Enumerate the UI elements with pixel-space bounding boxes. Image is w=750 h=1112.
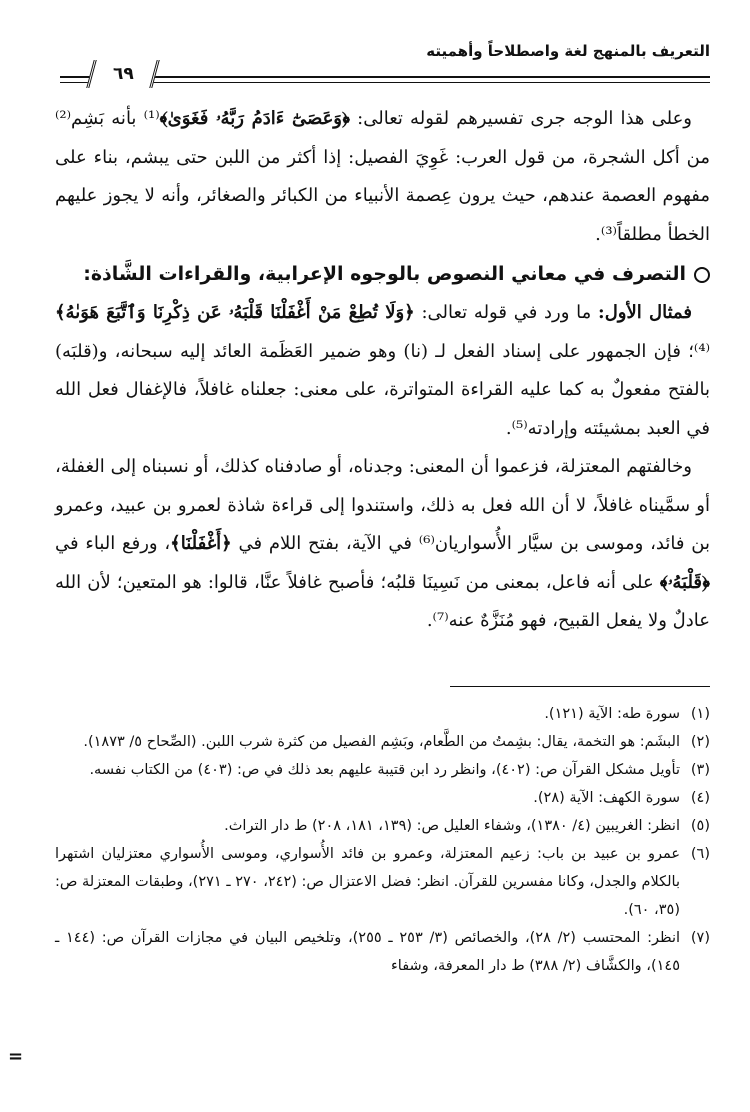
footnote-number: (٣): [690, 762, 710, 778]
para2-text-a: ما ورد في قوله تعالى:: [414, 302, 599, 323]
footnote-text: البشَم: هو التخمة، يقال: بشِمتُ من الطَّعام، وبَشِم الفصيل من كثرة شرب اللبن. (الصِّحاح ٥/ ١٨٧٣).: [83, 734, 680, 750]
page-number: ٦٩: [112, 64, 134, 84]
footnote-text: سورة الكهف: الآية (٢٨).: [533, 790, 680, 806]
footnote-number: (٦): [690, 846, 710, 862]
quran-quote-2: ﴿وَلَا تُطِعْ مَنْ أَغْفَلْنَا قَلْبَهُۥ عَن ذِكْرِنَا وَٱتَّبَعَ هَوَىٰهُ﴾: [55, 302, 415, 323]
footnote: [55, 700, 710, 728]
para3-text-c: على أنه فاعل، بمعنى من نَسِينَا قلبُه؛ فأصبح غافلاً عنَّا، قالوا: هو المتعين؛ لأن الله عادلٌ ولا يفعل القبيح، فهو مُنَزَّهٌ عنه⁽⁷⁾.: [55, 571, 710, 631]
para1-text-a: وعلى هذا الوجه جرى تفسيرهم لقوله تعالى:: [349, 108, 692, 129]
para1-text-b: ⁽¹⁾ بأنه بَشِم⁽²⁾ من أكل الشجرة، من قول العرب: غَوِيَ الفصيل: إذا أكثر من اللبن حتى يبشم، بناء على مفهوم العصمة عندهم، حيث يرون عِصمة الأنبياء من الكبائر والصغائر، وأنه لا يجوز عليهم الخطأ مطلقاً⁽³⁾.: [55, 108, 710, 245]
header-title: التعريف بالمنهج لغة واصطلاحاً وأهميته: [426, 42, 710, 60]
quran-quote-3: ﴿أَغْفَلْنَا﴾: [170, 533, 232, 554]
footnote: [55, 924, 710, 980]
footnote: [55, 756, 710, 784]
para3-text-a: وخالفتهم المعتزلة، فزعموا أن المعنى: وجدناه، أو صادفناه كذلك، أو نسبناه إلى الغفلة، أو سمَّيناه غافلاً، لا أن الله فعل به ذلك، واستندوا إلى قراءة شاذة لعمرو بن عبيد، وعمرو بن فائد، وموسى بن سيَّار الأُسواريان⁽⁶⁾ في الآية، بفتح اللام في: [55, 456, 710, 554]
footnote-text: انظر: الغريبين (٤/ ١٣٨٠)، وشفاء العليل ص: (١٣٩، ١٨١، ٢٠٨) ط دار التراث.: [224, 818, 680, 834]
footnotes: [55, 700, 710, 980]
footnote-number: (٢): [690, 734, 710, 750]
section-heading: [55, 254, 710, 294]
main-text: [55, 100, 710, 641]
paragraph-3: [55, 448, 710, 641]
footnote-number: (٤): [690, 790, 710, 806]
footnote-number: (١): [690, 706, 710, 722]
footnote-number: (٥): [690, 818, 710, 834]
paragraph-1: [55, 100, 710, 254]
footnote-text: انظر: المحتسب (٢/ ٢٨)، والخصائص (٣/ ٢٥٣ ـ ٢٥٥)، وتلخيص البيان في مجازات القرآن ص: (١٤٤ ـ ١٤٥)، والكشَّاف (٢/ ٣٨٨) ط دار المعرفة، وشفاء: [55, 930, 681, 974]
footnote-number: (٧): [690, 930, 710, 946]
para2-lead: فمثال الأول:: [598, 302, 693, 323]
header-rule: [60, 76, 710, 83]
circle-bullet-icon: [694, 267, 710, 283]
footnote-text: سورة طه: الآية (١٢١).: [544, 706, 680, 722]
continuation-mark: =: [8, 1046, 24, 1067]
quran-quote-1: ﴿وَعَصَىٰٓ ءَادَمُ رَبَّهُۥ فَغَوَىٰ﴾: [159, 108, 350, 129]
footnote: [55, 784, 710, 812]
footnote-text: عمرو بن عبيد بن باب: زعيم المعتزلة، وعمرو بن فائد الأُسواري، وموسى الأُسواري معتزليان اشتهرا بالكلام والجدل، وكانا مفسرين للقرآن. انظر: فضل الاعتزال ص: (٢٤٢، ٢٧٠ ـ ٢٧١)، وطبقات المعتزلة ص: (٣٥، ٦٠).: [55, 846, 681, 918]
footnote: [55, 728, 710, 756]
footnote-divider: [450, 686, 710, 687]
running-header: [60, 28, 710, 88]
footnote-text: تأويل مشكل القرآن ص: (٤٠٢)، وانظر رد ابن قتيبة عليهم بعد ذلك في ص: (٤٠٣) من الكتاب نفسه.: [89, 762, 680, 778]
page-number-box: [86, 60, 160, 88]
para2-text-b: ⁽⁴⁾؛ فإن الجمهور على إسناد الفعل لـ (نا) وهو ضمير العَظَمة العائد إليه سبحانه، و(قلبَه) بالفتح مفعولٌ به كما عليه القراءة المتواترة، على معنى: جعلناه غافلاً، فالإغفال فعل الله في العبد بمشيئته وإرادته⁽⁵⁾.: [55, 340, 710, 439]
para3-text-b: ، ورفع الباء في: [55, 533, 171, 554]
quran-quote-4: ﴿قَلْبَهُۥ﴾: [659, 571, 710, 593]
section-heading-text: التصرف في معاني النصوص بالوجوه الإعرابية، والقراءات الشَّاذة:: [83, 263, 686, 285]
paragraph-2: [55, 294, 710, 448]
footnote: [55, 812, 710, 840]
footnote: [55, 840, 710, 924]
